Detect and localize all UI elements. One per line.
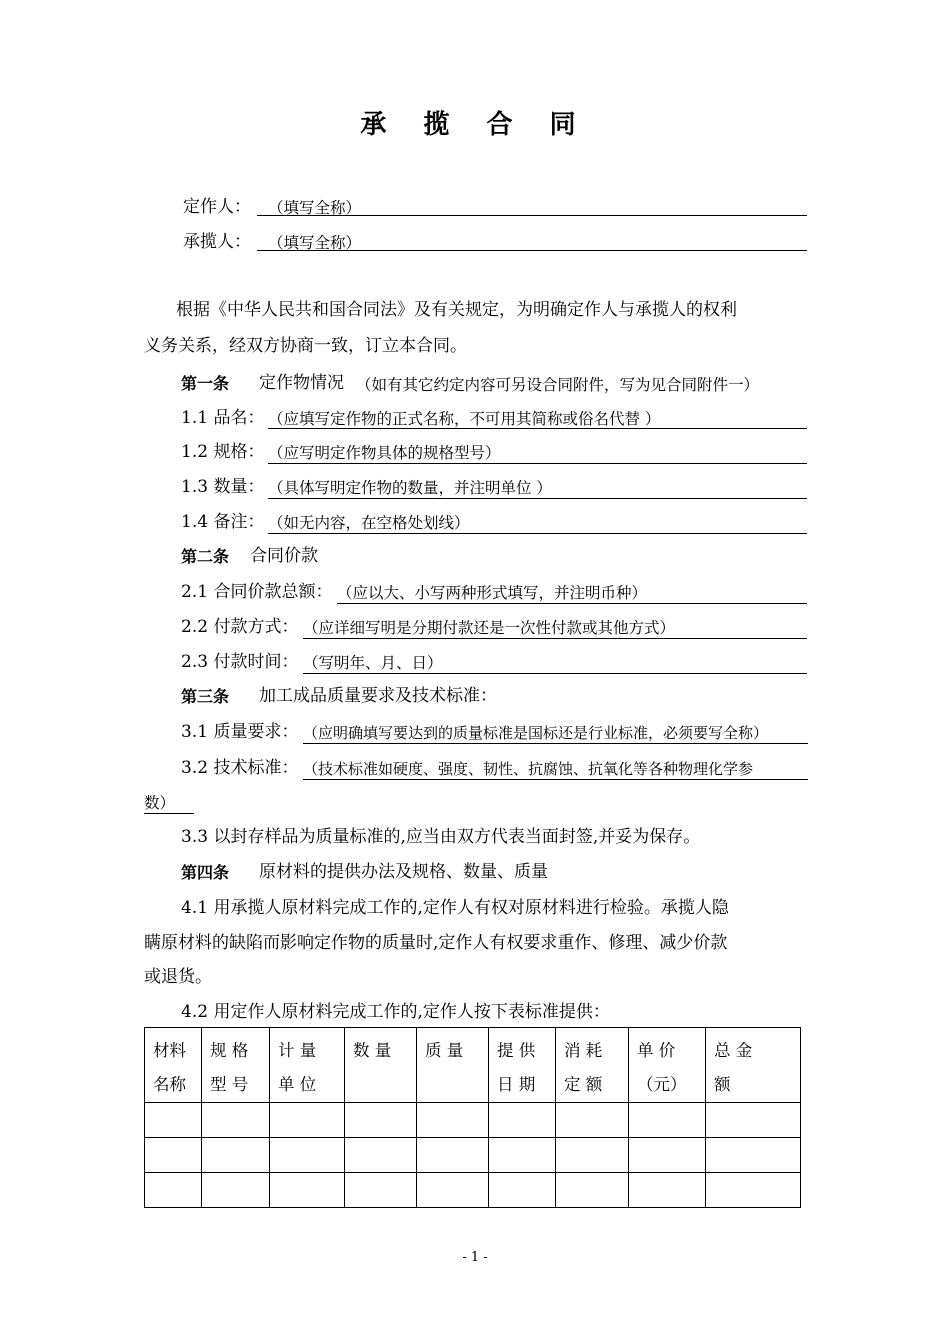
table-cell[interactable]: [489, 1173, 556, 1208]
table-cell[interactable]: [345, 1173, 417, 1208]
table-cell[interactable]: [706, 1138, 801, 1173]
table-cell[interactable]: [145, 1173, 202, 1208]
item-4-1-line-3: 或退货。: [144, 967, 212, 987]
table-row: [145, 1103, 801, 1138]
item-1-1-label: 1.1 品名：: [181, 408, 265, 428]
table-cell[interactable]: [556, 1138, 629, 1173]
header-cell-total: 总 金 额: [706, 1028, 801, 1103]
item-1-3-label: 1.3 数量：: [181, 477, 265, 497]
table-cell[interactable]: [417, 1138, 489, 1173]
item-4-2: 4.2 用定作人原材料完成工作的,定作人按下表标准提供：: [181, 1002, 610, 1022]
table-cell[interactable]: [202, 1138, 270, 1173]
item-1-2-value[interactable]: （应写明定作物具体的规格型号）: [268, 444, 501, 462]
article-2-heading: 第二条: [181, 547, 230, 566]
intro-line-1: 根据《中华人民共和国合同法》及有关规定，为明确定作人与承揽人的权利: [176, 300, 737, 320]
table-cell[interactable]: [629, 1103, 706, 1138]
table-cell[interactable]: [489, 1103, 556, 1138]
item-3-1-value[interactable]: （应明确填写要达到的质量标准是国标还是行业标准，必须要写全称）: [303, 724, 769, 742]
party-label-contractor: 承揽人：: [183, 232, 251, 252]
item-2-3-value[interactable]: （写明年、月、日）: [303, 654, 443, 672]
table-cell[interactable]: [706, 1173, 801, 1208]
article-3-heading: 第三条: [181, 687, 230, 706]
table-cell[interactable]: [417, 1173, 489, 1208]
article-1-heading: 第一条: [181, 374, 230, 393]
header-cell-consumption: 消 耗 定 额: [556, 1028, 629, 1103]
table-header-row: [145, 1028, 801, 1103]
table-cell[interactable]: [145, 1103, 202, 1138]
table-cell[interactable]: [270, 1138, 345, 1173]
header-cell-spec: 规 格 型 号: [202, 1028, 270, 1103]
party-label-orderer: 定作人：: [183, 197, 251, 217]
materials-table: [144, 1027, 801, 1208]
item-1-2-label: 1.2 规格：: [181, 442, 265, 462]
header-cell-supply-date: 提 供 日 期: [489, 1028, 556, 1103]
intro-line-2: 义务关系，经双方协商一致，订立本合同。: [144, 336, 467, 356]
article-1-title: 定作物情况: [259, 373, 344, 393]
table-cell[interactable]: [556, 1103, 629, 1138]
party-value-orderer[interactable]: （填写全称）: [268, 199, 362, 217]
page-number: - 1 -: [462, 1250, 488, 1265]
article-4-heading: 第四条: [181, 863, 230, 882]
item-4-1-line-1: 4.1 用承揽人原材料完成工作的,定作人有权对原材料进行检验。承揽人隐: [181, 898, 729, 918]
table-cell[interactable]: [270, 1103, 345, 1138]
item-1-4-label: 1.4 备注：: [181, 512, 265, 532]
item-1-1-value[interactable]: （应填写定作物的正式名称，不可用其简称或俗名代替 ）: [268, 410, 661, 428]
item-2-3-label: 2.3 付款时间：: [181, 652, 299, 672]
item-2-2-value[interactable]: （应详细写明是分期付款还是一次性付款或其他方式）: [303, 619, 676, 637]
header-cell-quantity: 数 量: [345, 1028, 417, 1103]
item-2-2-label: 2.2 付款方式：: [181, 617, 299, 637]
table-row: [145, 1138, 801, 1173]
table-cell[interactable]: [417, 1103, 489, 1138]
table-cell[interactable]: [202, 1173, 270, 1208]
item-4-1-line-2: 瞒原材料的缺陷而影响定作物的质量时,定作人有权要求重作、修理、减少价款: [144, 933, 728, 953]
table-row: [145, 1173, 801, 1208]
table-cell[interactable]: [629, 1173, 706, 1208]
table-cell[interactable]: [202, 1103, 270, 1138]
header-cell-unit: 计 量 单 位: [270, 1028, 345, 1103]
table-cell[interactable]: [629, 1138, 706, 1173]
item-3-2-value-line-1[interactable]: （技术标准如硬度、强度、韧性、抗腐蚀、抗氧化等各种物理化学参: [303, 760, 754, 778]
item-3-2-value-line-2[interactable]: 数）: [144, 794, 176, 812]
table-cell[interactable]: [270, 1173, 345, 1208]
header-cell-material-name: 材料 名称: [145, 1028, 202, 1103]
article-1-note: （如有其它约定内容可另设合同附件，写为见合同附件一）: [356, 376, 760, 394]
table-cell[interactable]: [706, 1103, 801, 1138]
item-1-4-value[interactable]: （如无内容，在空格处划线）: [268, 514, 470, 532]
table-cell[interactable]: [145, 1138, 202, 1173]
item-1-3-value[interactable]: （具体写明定作物的数量，并注明单位 ）: [268, 479, 552, 497]
table-cell[interactable]: [556, 1173, 629, 1208]
item-2-1-label: 2.1 合同价款总额：: [181, 582, 333, 602]
article-4-title: 原材料的提供办法及规格、数量、质量: [259, 862, 548, 882]
item-3-2-label: 3.2 技术标准：: [181, 758, 299, 778]
table-cell[interactable]: [345, 1138, 417, 1173]
item-2-1-value[interactable]: （应以大、小写两种形式填写，并注明币种）: [337, 584, 648, 602]
item-3-1-label: 3.1 质量要求：: [181, 722, 299, 742]
article-3-title: 加工成品质量要求及技术标准：: [259, 686, 497, 706]
table-cell[interactable]: [489, 1138, 556, 1173]
item-3-3: 3.3 以封存样品为质量标准的,应当由双方代表当面封签,并妥为保存。: [181, 827, 701, 847]
document-title: 承 揽 合 同: [360, 110, 590, 140]
table-cell[interactable]: [345, 1103, 417, 1138]
party-value-contractor[interactable]: （填写全称）: [268, 234, 362, 252]
article-2-title: 合同价款: [250, 546, 318, 566]
header-cell-unit-price: 单 价 （元）: [629, 1028, 706, 1103]
header-cell-quality: 质 量: [417, 1028, 489, 1103]
